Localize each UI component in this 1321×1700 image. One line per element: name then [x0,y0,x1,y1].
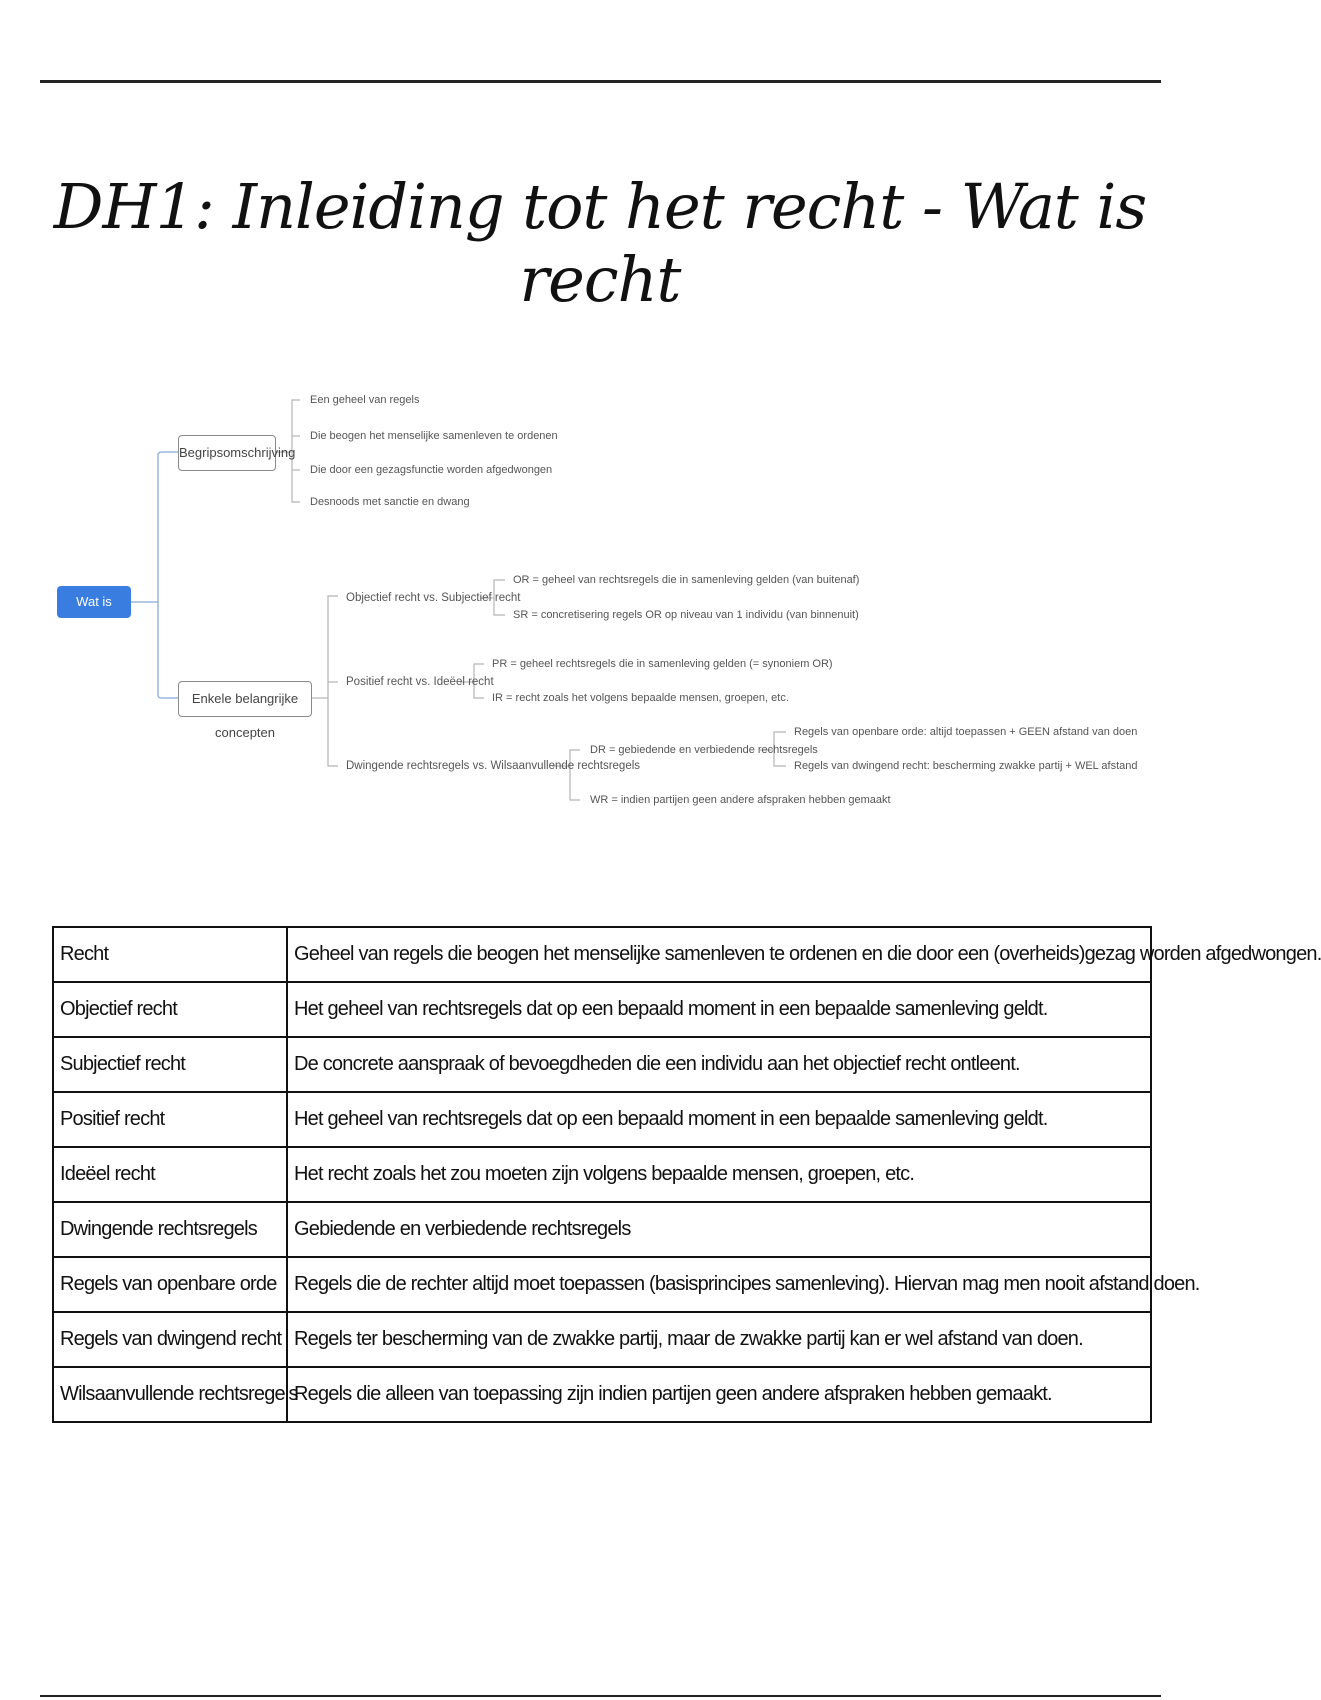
term-cell: Ideëel recht [53,1147,287,1202]
dr-item: Regels van dwingend recht: bescherming zwakke partij + WEL afstand [794,760,1138,772]
table-row [53,982,1151,1037]
page-title: DH1: Inleiding tot het recht - Wat is recht [53,170,1147,316]
term-cell: Recht [53,927,287,982]
definition-cell: Gebiedende en verbiedende rechtsregels [287,1202,1151,1257]
dwingend-dr: DR = gebiedende en verbiedende rechtsregels [590,744,818,756]
term-cell: Subjectief recht [53,1037,287,1092]
branch-enkele-concepten: Enkele belangrijke concepten [178,681,312,717]
definition-cell: Geheel van regels die beogen het menselijke samenleven te ordenen en die door een (overheids)gezag worden afgedwongen. [287,927,1151,982]
definition-cell: De concrete aanspraak of bevoegdheden die een individu aan het objectief recht ontleent. [287,1037,1151,1092]
dwingend-wr: WR = indien partijen geen andere afspraken hebben gemaakt [590,794,891,806]
term-cell: Regels van openbare orde [53,1257,287,1312]
definition-cell: Regels ter bescherming van de zwakke partij, maar de zwakke partij kan er wel afstand van doen. [287,1312,1151,1367]
objectief-item: OR = geheel van rechtsregels die in samenleving gelden (van buitenaf) [513,574,860,586]
term-cell: Positief recht [53,1092,287,1147]
definition-cell: Het recht zoals het zou moeten zijn volgens bepaalde mensen, groepen, etc. [287,1147,1151,1202]
table-row [53,1367,1151,1422]
table-row [53,1312,1151,1367]
definition-cell: Het geheel van rechtsregels dat op een bepaald moment in een bepaalde samenleving geldt. [287,982,1151,1037]
begrip-item: Die beogen het menselijke samenleven te ordenen [310,430,558,442]
term-cell: Dwingende rechtsregels [53,1202,287,1257]
top-rule [40,80,1161,83]
positief-item: PR = geheel rechtsregels die in samenleving gelden (= synoniem OR) [492,658,833,670]
term-cell: Regels van dwingend recht [53,1312,287,1367]
mind-map [50,360,1150,840]
table-row [53,1092,1151,1147]
begrip-item: Desnoods met sanctie en dwang [310,496,470,508]
begrip-item: Die door een gezagsfunctie worden afgedwongen [310,464,553,476]
concept-dwingend: Dwingende rechtsregels vs. Wilsaanvullende rechtsregels [346,760,641,772]
begrip-item: Een geheel van regels [310,394,420,406]
mind-map-root: Wat is recht? [57,586,131,618]
objectief-item: SR = concretisering regels OR op niveau van 1 individu (van binnenuit) [513,609,859,621]
table-row [53,1037,1151,1092]
definition-cell: Regels die de rechter altijd moet toepassen (basisprincipes samenleving). Hiervan mag men nooit afstand doen. [287,1257,1151,1312]
branch-begripsomschrijving: Begripsomschrijving [178,435,276,471]
table-row [53,1147,1151,1202]
bottom-rule [40,1695,1161,1697]
definition-cell: Regels die alleen van toepassing zijn indien partijen geen andere afspraken hebben gemaakt. [287,1367,1151,1422]
term-cell: Wilsaanvullende rechtsregels [53,1367,287,1422]
table-row [53,1257,1151,1312]
table-row [53,1202,1151,1257]
table-row [53,927,1151,982]
definitions-table [52,926,1321,1423]
term-cell: Objectief recht [53,982,287,1037]
concept-positief: Positief recht vs. Ideëel recht [346,676,494,688]
positief-item: IR = recht zoals het volgens bepaalde mensen, groepen, etc. [492,692,789,704]
concept-objectief: Objectief recht vs. Subjectief recht [346,592,521,604]
dr-item: Regels van openbare orde: altijd toepassen + GEEN afstand van doen [794,726,1138,738]
definition-cell: Het geheel van rechtsregels dat op een bepaald moment in een bepaalde samenleving geldt. [287,1092,1151,1147]
